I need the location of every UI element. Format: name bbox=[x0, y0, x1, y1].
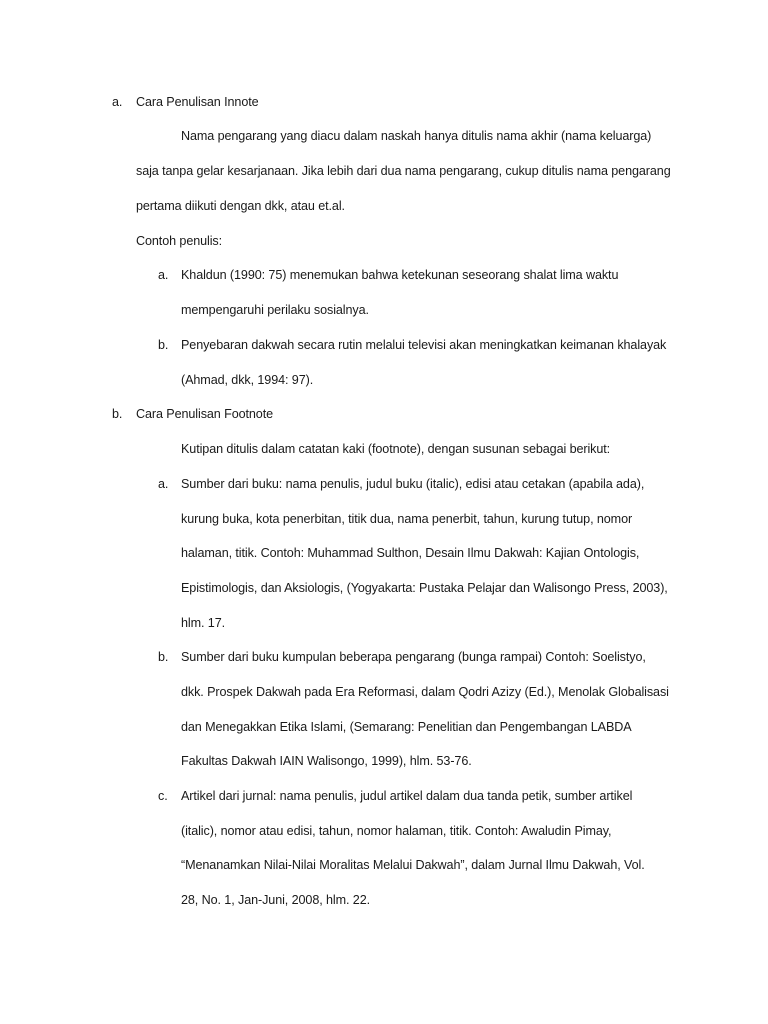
list-item-line: kurung buka, kota penerbitan, titik dua, nama penerbit, tahun, kurung tutup, nomor bbox=[181, 512, 633, 526]
list-item-line: Sumber dari buku kumpulan beberapa pengarang (bunga rampai) Contoh: Soelistyo, bbox=[181, 650, 646, 664]
list-item-line: (italic), nomor atau edisi, tahun, nomor halaman, titik. Contoh: Awaludin Pimay, bbox=[181, 824, 612, 838]
list-item-line: hlm. 17. bbox=[181, 616, 225, 630]
list-item-line: Penyebaran dakwah secara rutin melalui televisi akan meningkatkan keimanan khalayak bbox=[181, 338, 667, 352]
list-marker: b. bbox=[158, 650, 169, 664]
paragraph-line: pertama diikuti dengan dkk, atau et.al. bbox=[136, 199, 345, 213]
section-heading: Cara Penulisan Footnote bbox=[136, 407, 274, 421]
list-marker: c. bbox=[158, 789, 168, 803]
section-heading: Cara Penulisan Innote bbox=[136, 95, 259, 109]
section-marker: a. bbox=[112, 95, 123, 109]
list-item-line: Fakultas Dakwah IAIN Walisongo, 1999), hlm. 53-76. bbox=[181, 754, 472, 768]
list-item-line: 28, No. 1, Jan-Juni, 2008, hlm. 22. bbox=[181, 893, 371, 907]
list-item-line: Khaldun (1990: 75) menemukan bahwa ketekunan seseorang shalat lima waktu bbox=[181, 268, 619, 282]
paragraph-line: Kutipan ditulis dalam catatan kaki (footnote), dengan susunan sebagai berikut: bbox=[181, 442, 611, 456]
list-item-line: Epistimologis, dan Aksiologis, (Yogyakarta: Pustaka Pelajar dan Walisongo Press, 2003), bbox=[181, 581, 668, 595]
example-label: Contoh penulis: bbox=[136, 234, 223, 248]
list-marker: a. bbox=[158, 477, 169, 491]
list-item-line: (Ahmad, dkk, 1994: 97). bbox=[181, 373, 314, 387]
list-item-line: Sumber dari buku: nama penulis, judul buku (italic), edisi atau cetakan (apabila ada), bbox=[181, 477, 645, 491]
list-item-line: halaman, titik. Contoh: Muhammad Sulthon, Desain Ilmu Dakwah: Kajian Ontologis, bbox=[181, 546, 640, 560]
list-marker: b. bbox=[158, 338, 169, 352]
section-marker: b. bbox=[112, 407, 123, 421]
paragraph-line: saja tanpa gelar kesarjanaan. Jika lebih dari dua nama pengarang, cukup ditulis nama pengarang bbox=[136, 164, 671, 178]
list-marker: a. bbox=[158, 268, 169, 282]
list-item-line: dkk. Prospek Dakwah pada Era Reformasi, dalam Qodri Azizy (Ed.), Menolak Globalisasi bbox=[181, 685, 669, 699]
list-item-line: Artikel dari jurnal: nama penulis, judul artikel dalam dua tanda petik, sumber artikel bbox=[181, 789, 633, 803]
paragraph-line: Nama pengarang yang diacu dalam naskah hanya ditulis nama akhir (nama keluarga) bbox=[181, 129, 652, 143]
list-item-line: mempengaruhi perilaku sosialnya. bbox=[181, 303, 369, 317]
list-item-line: “Menanamkan Nilai-Nilai Moralitas Melalui Dakwah”, dalam Jurnal Ilmu Dakwah, Vol. bbox=[181, 858, 645, 872]
list-item-line: dan Menegakkan Etika Islami, (Semarang: Penelitian dan Pengembangan LABDA bbox=[181, 720, 632, 734]
